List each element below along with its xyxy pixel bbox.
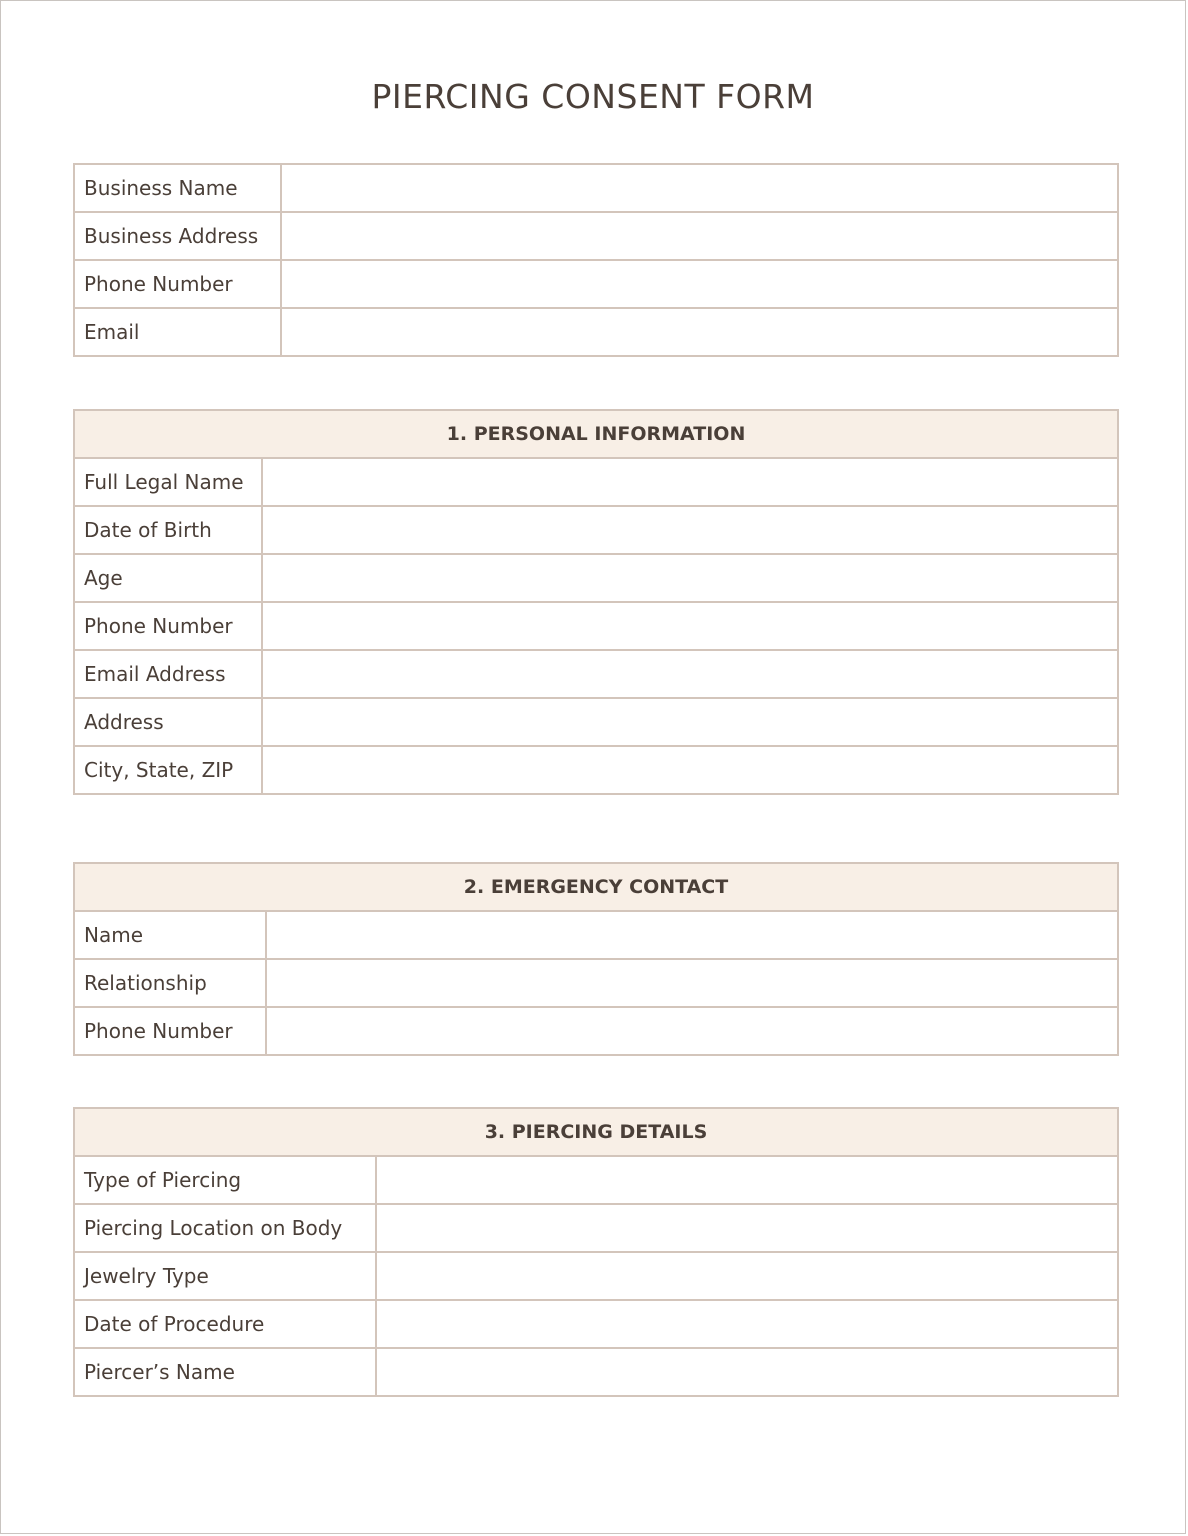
email-address-field[interactable] [262,650,1118,698]
piercer-name-field[interactable] [376,1348,1118,1396]
emergency-contact-table [73,862,1119,1056]
table-row [74,959,1118,1007]
table-row [74,212,1118,260]
emergency-contact-heading: 2. EMERGENCY CONTACT [74,863,1118,911]
business-phone-label: Phone Number [74,260,281,308]
personal-phone-field[interactable] [262,602,1118,650]
table-row [74,650,1118,698]
piercing-location-field[interactable] [376,1204,1118,1252]
table-row [74,1007,1118,1055]
personal-info-heading: 1. PERSONAL INFORMATION [74,410,1118,458]
business-email-field[interactable] [281,308,1118,356]
table-row [74,308,1118,356]
date-of-procedure-field[interactable] [376,1300,1118,1348]
table-row [74,698,1118,746]
city-state-zip-label: City, State, ZIP [74,746,262,794]
city-state-zip-field[interactable] [262,746,1118,794]
business-phone-field[interactable] [281,260,1118,308]
age-field[interactable] [262,554,1118,602]
type-of-piercing-label: Type of Piercing [74,1156,376,1204]
relationship-field[interactable] [266,959,1118,1007]
piercing-details-table [73,1107,1119,1397]
date-of-birth-label: Date of Birth [74,506,262,554]
jewelry-type-field[interactable] [376,1252,1118,1300]
business-name-field[interactable] [281,164,1118,212]
table-row [74,260,1118,308]
business-name-label: Business Name [74,164,281,212]
piercing-details-heading: 3. PIERCING DETAILS [74,1108,1118,1156]
business-address-label: Business Address [74,212,281,260]
table-row [74,746,1118,794]
address-field[interactable] [262,698,1118,746]
emergency-name-label: Name [74,911,266,959]
personal-phone-label: Phone Number [74,602,262,650]
table-row [74,602,1118,650]
table-row [74,458,1118,506]
personal-info-table [73,409,1119,795]
table-row [74,911,1118,959]
age-label: Age [74,554,262,602]
table-row [74,1204,1118,1252]
emergency-name-field[interactable] [266,911,1118,959]
piercer-name-label: Piercer’s Name [74,1348,376,1396]
table-row [74,1156,1118,1204]
business-email-label: Email [74,308,281,356]
table-row [74,554,1118,602]
table-row [74,1348,1118,1396]
business-address-field[interactable] [281,212,1118,260]
jewelry-type-label: Jewelry Type [74,1252,376,1300]
emergency-phone-label: Phone Number [74,1007,266,1055]
piercing-location-label: Piercing Location on Body [74,1204,376,1252]
table-row [74,164,1118,212]
emergency-phone-field[interactable] [266,1007,1118,1055]
date-of-birth-field[interactable] [262,506,1118,554]
date-of-procedure-label: Date of Procedure [74,1300,376,1348]
business-info-table [73,163,1119,357]
page-title: PIERCING CONSENT FORM [371,77,815,116]
email-address-label: Email Address [74,650,262,698]
full-legal-name-label: Full Legal Name [74,458,262,506]
table-row [74,1252,1118,1300]
type-of-piercing-field[interactable] [376,1156,1118,1204]
full-legal-name-field[interactable] [262,458,1118,506]
table-row [74,1300,1118,1348]
table-row [74,506,1118,554]
relationship-label: Relationship [74,959,266,1007]
address-label: Address [74,698,262,746]
